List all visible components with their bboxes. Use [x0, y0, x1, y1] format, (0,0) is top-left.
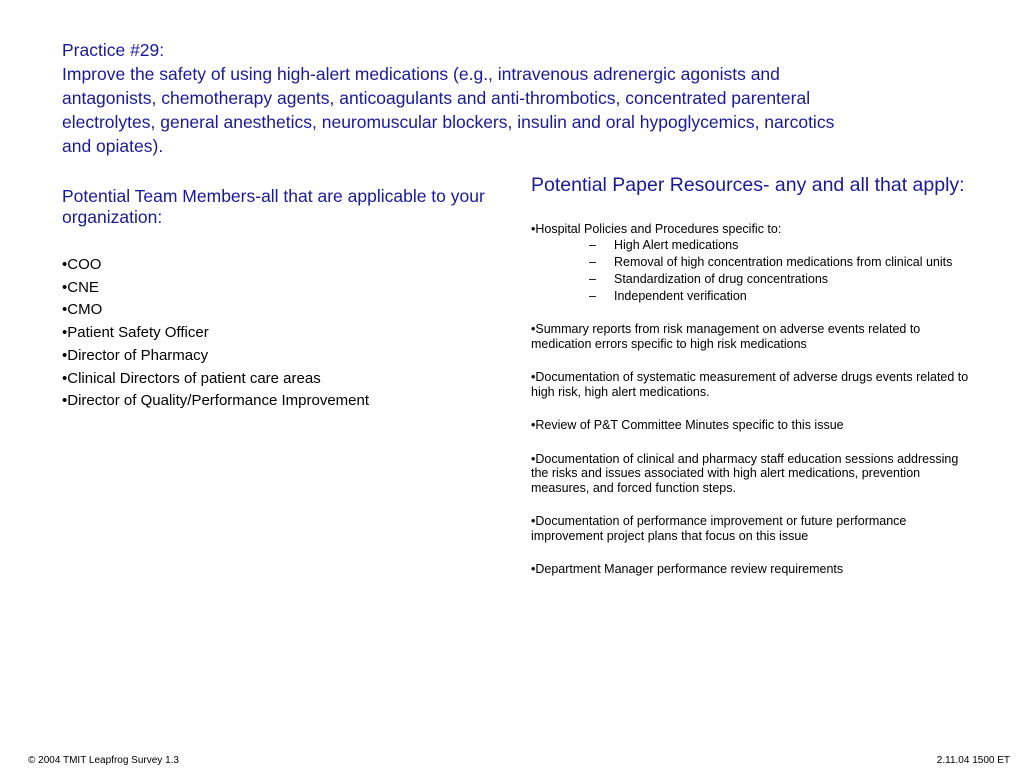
team-member-item: •CNE: [62, 278, 99, 296]
resource-item: [531, 562, 971, 577]
resource-subitem-text: Standardization of drug concentrations: [614, 271, 829, 286]
team-member-item: •Clinical Directors of patient care areas: [62, 369, 321, 387]
practice-description-line: antagonists, chemotherapy agents, anticoagulants and anti-thrombotics, concentrated parenteral: [62, 88, 811, 108]
practice-description-line: Improve the safety of using high-alert medications (e.g., intravenous adrenergic agonists and: [62, 64, 780, 84]
team-member-item: •Director of Pharmacy: [62, 346, 209, 364]
resource-subitem-text: Independent verification: [614, 288, 747, 303]
resource-item-text: •Department Manager performance review requirements: [531, 562, 844, 576]
footer-date: 2.11.04 1500 ET: [936, 755, 1010, 766]
resource-subitem: [531, 256, 971, 270]
team-member-item: •COO: [62, 256, 102, 273]
team-members-list: [62, 254, 492, 413]
practice-number: Practice #29:: [62, 40, 165, 60]
resource-item: [531, 514, 971, 543]
dash-bullet: –: [589, 271, 596, 286]
resource-sublist: [531, 239, 971, 304]
paper-resources-list: [531, 222, 971, 577]
paper-resources-section: [531, 174, 971, 596]
dash-bullet: –: [589, 237, 596, 252]
resource-item: [531, 418, 971, 433]
resource-item-text: •Summary reports from risk management on adverse events related to medication errors specific to high risk medications: [531, 322, 921, 351]
resource-item-text: •Documentation of performance improvement or future performance improvement project plans that focus on this issue: [531, 514, 907, 543]
resource-item: [531, 322, 971, 351]
resource-subitem: [531, 273, 971, 287]
team-member-item: •Patient Safety Officer: [62, 324, 209, 342]
resource-item-text: •Documentation of clinical and pharmacy staff education sessions addressing the risks and issues associated with high alert medications, prevention measures, and forced function steps.: [531, 451, 959, 495]
practice-title: [62, 38, 962, 158]
resource-item: [531, 222, 971, 303]
team-member-item: •CMO: [62, 301, 103, 319]
resource-item: [531, 452, 971, 496]
resource-subitem-text: Removal of high concentration medications from clinical units: [614, 254, 953, 269]
resource-item-text: •Documentation of systematic measurement of adverse drugs events related to high risk, high alert medications.: [531, 370, 969, 399]
resource-item-text: •Hospital Policies and Procedures specific to:: [531, 222, 782, 236]
team-members-heading: Potential Team Members-all that are applicable to your organization:: [62, 186, 485, 227]
team-member-item: •Director of Quality/Performance Improvement: [62, 392, 370, 410]
team-members-section: [62, 186, 492, 413]
resource-item-text: •Review of P&T Committee Minutes specific to this issue: [531, 418, 844, 432]
practice-description-line: and opiates).: [62, 136, 164, 156]
resource-item: [531, 370, 971, 399]
footer-copyright: © 2004 TMIT Leapfrog Survey 1.3: [28, 755, 179, 766]
dash-bullet: –: [589, 288, 596, 303]
practice-description-line: electrolytes, general anesthetics, neuromuscular blockers, insulin and oral hypoglycemics, narcotics: [62, 112, 835, 132]
resource-subitem: [531, 290, 971, 304]
resource-subitem: [531, 239, 971, 253]
paper-resources-heading: Potential Paper Resources- any and all that apply:: [531, 174, 965, 196]
dash-bullet: –: [589, 254, 596, 269]
resource-subitem-text: High Alert medications: [614, 237, 739, 252]
